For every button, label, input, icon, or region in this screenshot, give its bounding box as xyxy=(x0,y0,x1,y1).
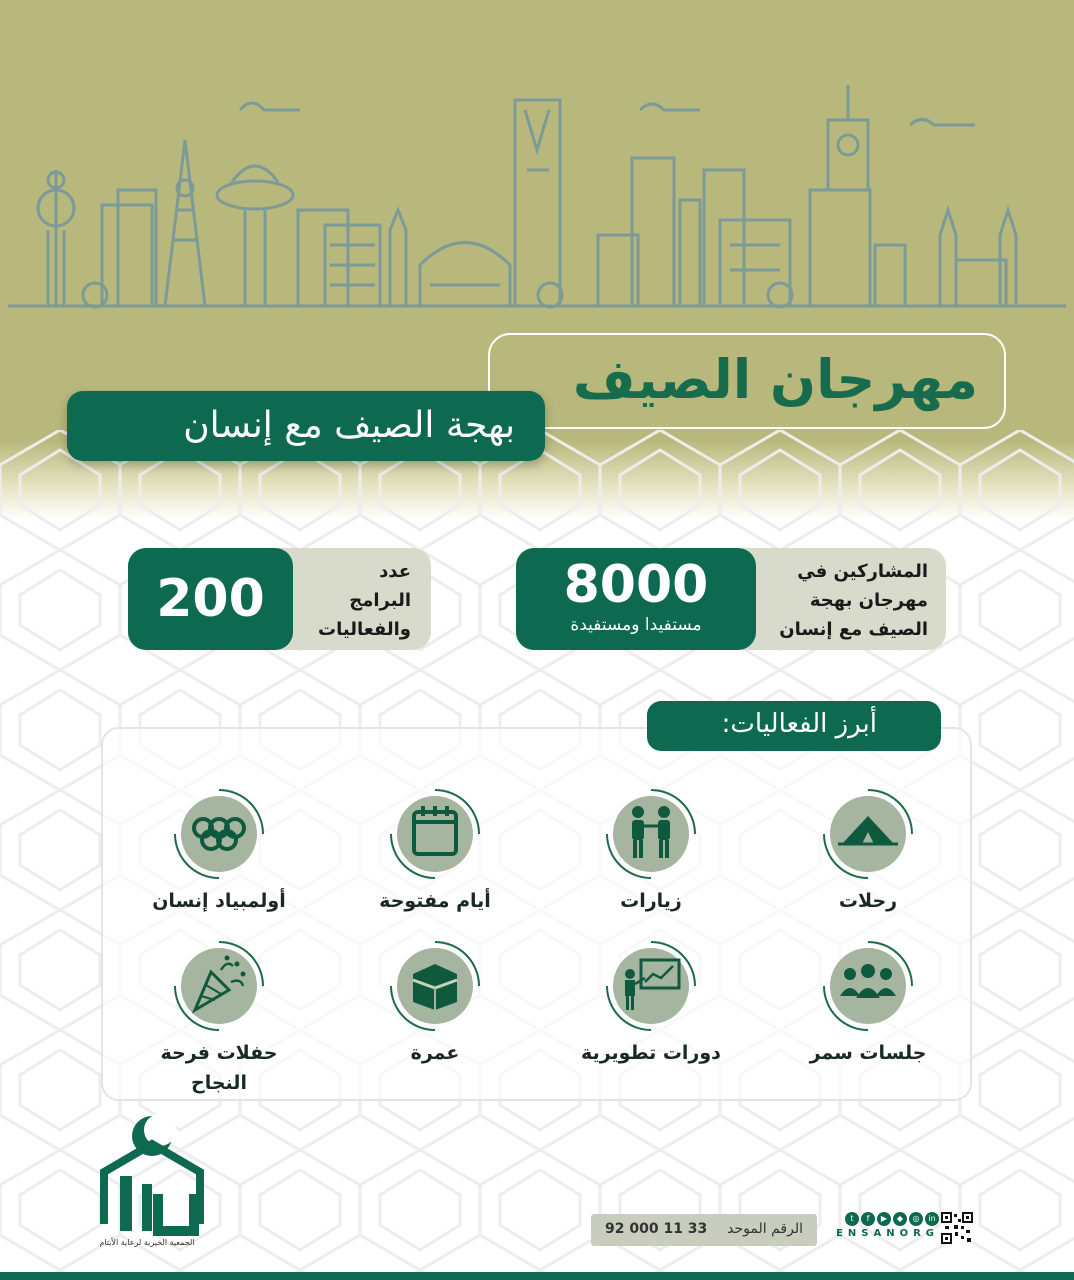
activity-open-days-label: أيام مفتوحة xyxy=(379,890,491,912)
stat-programs-label-line: البرامج xyxy=(349,590,411,611)
qr-code-icon[interactable] xyxy=(941,1212,973,1244)
tent-icon xyxy=(820,786,916,882)
activity-success-parties xyxy=(119,938,319,1098)
subtitle-banner xyxy=(67,391,545,461)
calendar-icon xyxy=(387,786,483,882)
snapchat-icon[interactable]: ◆ xyxy=(893,1212,907,1226)
stat-programs-number-box xyxy=(128,548,293,650)
social-links xyxy=(819,1212,939,1252)
activity-open-days xyxy=(335,786,535,916)
activity-umrah-label: عمرة xyxy=(410,1042,460,1064)
activities-heading-pill xyxy=(647,701,941,751)
logo-subtitle: الجمعية الخيرية لرعاية الأيتام xyxy=(99,1238,195,1247)
activity-olympiad xyxy=(119,786,319,916)
activity-evening-sessions xyxy=(768,938,968,1068)
activity-trips-label: رحلات xyxy=(838,890,898,912)
kaaba-icon xyxy=(387,938,483,1034)
handshake-icon xyxy=(603,786,699,882)
stat-programs-label xyxy=(318,557,411,644)
linkedin-icon[interactable]: in xyxy=(925,1212,939,1226)
group-icon xyxy=(820,938,916,1034)
party-popper-icon xyxy=(171,938,267,1034)
phone-label: الرقم الموحد xyxy=(727,1221,803,1237)
activity-success-parties-label: حفلات فرحة النجاح xyxy=(160,1042,278,1094)
activity-courses-label: دورات تطويرية xyxy=(581,1042,721,1064)
activity-trips xyxy=(768,786,968,916)
stat-participants-label-line: الصيف مع إنسان xyxy=(779,619,928,640)
stat-participants-label-line: مهرجان بهجة xyxy=(809,590,928,611)
social-handle: ENSANORG xyxy=(836,1228,939,1239)
page-subtitle: بهجة الصيف مع إنسان xyxy=(183,405,515,446)
stat-participants xyxy=(516,548,946,650)
stat-participants-caption: مستفيدا ومستفيدة xyxy=(570,615,702,635)
instagram-icon[interactable]: ◎ xyxy=(909,1212,923,1226)
olympic-rings-icon xyxy=(171,786,267,882)
activity-visits xyxy=(551,786,751,916)
phone-number[interactable]: 92 000 11 33 xyxy=(605,1221,708,1237)
activity-courses xyxy=(551,938,751,1068)
stat-participants-label xyxy=(779,557,928,644)
activity-umrah xyxy=(335,938,535,1068)
stat-participants-number-box xyxy=(516,548,756,650)
youtube-icon[interactable]: ▶ xyxy=(877,1212,891,1226)
facebook-icon[interactable]: f xyxy=(861,1212,875,1226)
stat-programs-number: 200 xyxy=(156,569,265,629)
city-skyline-illustration xyxy=(0,70,1074,315)
activity-visits-label: زيارات xyxy=(620,890,682,912)
activities-heading: أبرز الفعاليات: xyxy=(721,709,877,739)
stat-participants-number: 8000 xyxy=(563,555,709,615)
stat-programs-label-line: والفعاليات xyxy=(318,619,411,640)
page-title: مهرجان الصيف xyxy=(572,348,978,411)
twitter-icon[interactable]: t xyxy=(845,1212,859,1226)
presentation-icon xyxy=(603,938,699,1034)
stat-participants-label-line: المشاركين في xyxy=(797,561,928,582)
phone-pill xyxy=(591,1214,817,1246)
stat-programs-label-line: عدد xyxy=(379,561,411,582)
bottom-bar xyxy=(0,1272,1074,1280)
activity-olympiad-label: أولمبياد إنسان xyxy=(152,890,286,912)
activity-evening-sessions-label: جلسات سمر xyxy=(809,1042,927,1064)
stat-programs xyxy=(128,548,431,650)
